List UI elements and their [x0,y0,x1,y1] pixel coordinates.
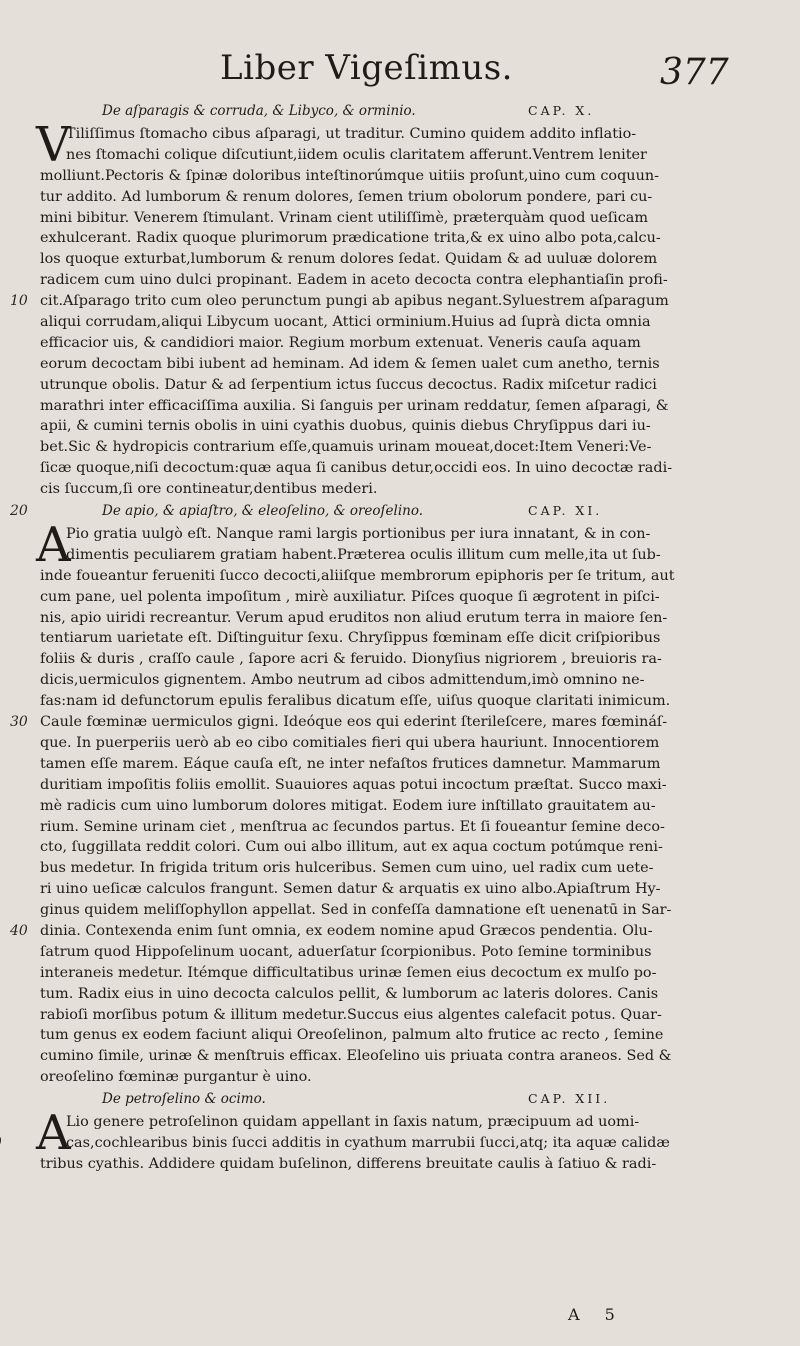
chapter-11 [10,500,690,1088]
text-line: cum pane, uel polenta impoſitum , mirè auxiliatur. Piſces quoque ſi ægrotent in piſci- [40,588,660,605]
text-line: tur addito. Ad lumborum & renum dolores, ſemen trium obolorum pondere, pari cu- [40,188,653,205]
text-line-content: cas,cochlearibus binis ſucci additis in cyathum marrubii ſucci,atq; ita aquæ calidæ [66,1134,670,1151]
text-line: duritiam impoſitis foliis emollit. Suauiores aquas potui incoctum præſtat. Succo maxi- [40,776,667,793]
drop-cap: A [36,517,71,574]
text-line-content: Caule fœminæ uermiculos gigni. Ideóque eos qui ederint ſterileſcere, mares fœmináſ- [40,714,668,731]
text-line: ri uino ueſicæ calculos frangunt. Semen datur & arquatis ex uino albo.Apiaſtrum Hy- [40,881,661,898]
text-line: mè radicis cum uino lumborum dolores mitigat. Eodem iure inſtillato grauitatem au- [40,797,656,814]
text-line: apii, & cumini ternis obolis in uini cyathis duobus, quinis diebus Chryſippus dari iu- [40,418,651,435]
text-line: tentiarum uarietate eſt. Diſtinguitur ſexu. Chryſippus fœminam eſſe dicit criſpioribus [40,630,661,647]
text-line: dicis,uermiculos gignentem. Ambo neutrum ad cibos admittendum,imò omnino ne- [40,672,645,689]
drop-cap: A [36,1105,71,1162]
text-line: rium. Semine urinam ciet , menſtrua ac ſecundos partus. Et ſi foueantur ſemine deco- [40,818,665,835]
running-title: Liber Vigeſimus. [220,48,513,88]
chapter-text [36,1105,690,1175]
text-line: bet.Sic & hydropicis contrarium eſſe,quamuis urinam moueat,docet:Item Veneri:Ve- [40,439,652,456]
margin-line-number: 40 [10,922,28,939]
text-line: nis, apio uiridi recreantur. Verum apud eruditos non aliud erutum terra in maiore ſen- [40,609,668,626]
chapter-text [10,117,690,500]
text-line-content: cit.Aſparago trito cum oleo perunctum pungi ab apibus negant.Syluestrem aſparagum [40,293,669,310]
text-line: aliqui corrudam,aliqui Libycum uocant, Attici orminium.Huius ad ſuprà dicta omnia [40,314,651,331]
text-line: nes ſtomachi colique diſcutiunt,iidem oculis claritatem afferunt.Ventrem leniter [66,146,647,163]
chapter-number: CAP. XI. [528,503,603,519]
text-line: interaneis medetur. Itémque difficultatibus urinæ ſemen eius decoctum ex mulſo po- [40,964,657,981]
text-line: eorum decoctam bibi iubent ad heminam. Ad idem & ſemen ualet cum anetho, ternis [40,355,660,372]
text-line: fas:nam id defunctorum epulis feralibus dicatum eſſe, uiſus quoque claritati inimicum. [40,693,671,710]
page-number: 377 [660,52,729,93]
text-line: Tiliſſimus ſtomacho cibus aſparagi, ut traditur. Cumino quidem addito inflatio- [66,126,637,142]
text-line: inde foueantur ferueniti ſucco decocti,aliiſque membrorum epiphoris per ſe tritum, aut [40,567,675,584]
chapter-heading [10,500,690,524]
text-line: efficacior uis, & candidiori maior. Regium morbum extenuat. Veneris cauſa aquam [40,334,641,351]
text-line: exhulcerant. Radix quoque plurimorum prædicatione trita,& ex uino albo pota,calcu- [40,230,661,247]
chapter-title: De petroſelino & ocimo. [102,1091,266,1108]
text-column [10,100,690,1175]
margin-line-number: 10 [10,293,28,310]
text-line: oreoſelino fœminæ purgantur è uino. [40,1069,312,1086]
text-line: Pio gratia uulgò eſt. Nanque rami largis portionibus per iura innatant, & in con- [66,526,651,543]
text-line [10,921,690,942]
text-line: dimentis peculiarem gratiam habent.Præterea oculis illitum cum melle,ita ut ſub- [66,546,661,563]
text-line: cto, ſuggillata reddit colori. Cum oui albo illitum, aut ex aqua coctum potúmque reni- [40,839,663,856]
text-line: ginus quidem meliſſophyllon appellat. Sed in confeſſa damnatione eſt uenenatū in Sar- [40,902,672,919]
text-line: cumino ſimile, urinæ & menſtruis efficax. Eleoſelino uis priuata contra araneos. Sed & [40,1048,672,1065]
margin-line-number: 20 [10,503,28,520]
chapter-12 [36,1088,690,1175]
chapter-number: CAP. XII. [528,1091,611,1107]
chapter-heading [40,100,690,124]
text-line: ſicæ quoque,niſi decoctum:quæ aqua ſi canibus detur,occidi eos. In uino decoctæ radi- [40,460,673,477]
text-line: tamen eſſe marem. Eáque cauſa eſt, ne inter nefaſtos frutices damnetur. Mammarum [40,755,661,772]
text-line [40,1133,690,1154]
text-line: ſatrum quod Hippoſelinum uocant, aduerſatur ſcorpionibus. Poto ſemine torminibus [40,943,652,960]
text-line: molliunt.Pectoris & ſpinæ doloribus inteſtinorúmque uitiis proſunt,uino cum coquun- [40,167,659,184]
text-line-content: dinia. Contexenda enim ſunt omnia, ex eodem nomine apud Græcos pendentia. Olu- [40,922,653,939]
chapter-heading [40,1088,690,1112]
text-line: rabioſi morſibus potum & illitum medetur.Succus eius algentes calefacit potus. Quar- [40,1006,662,1023]
text-line: foliis & duris , craſſo caule , ſapore acri & feruido. Dionyſius nigriorem , breuioris ra- [40,651,662,668]
page-header [0,48,800,98]
text-line: marathri inter efficaciſſima auxilia. Si ſanguis per urinam reddatur, ſemen aſparagi, & [40,397,669,414]
drop-cap: V [36,117,71,173]
text-line [10,291,690,312]
text-line: mini bibitur. Venerem ſtimulant. Vrinam cient utiliſſimè, præterquàm quod ueſicam [40,209,648,226]
chapter-10 [10,100,690,500]
text-line: tribus cyathis. Addidere quidam buſelinon, differens breuitate caulis à ſatiuo & radi- [40,1155,657,1172]
chapter-number: CAP. X. [528,103,595,118]
text-line: utrunque obolis. Datur & ad ſerpentium ictus ſuccus decoctus. Radix miſcetur radici [40,376,657,393]
chapter-title: De apio, & apiaſtro, & eleoſelino, & oreoſelino. [102,503,424,520]
text-line: cis ſuccum,ſi ore contineatur,dentibus mederi. [40,481,378,498]
text-line [10,712,690,733]
text-line: tum genus ex eodem faciunt aliqui Oreoſelinon, palmum alto frutice ac recto , ſemine [40,1027,664,1044]
text-line: radicem cum uino dulci propinant. Eadem in aceto decocta contra elephantiaſin profi- [40,272,668,289]
text-line: bus medetur. In frigida tritum oris hulceribus. Semen cum uino, uel radix cum uete- [40,860,654,877]
chapter-text [10,517,690,1088]
margin-line-number: 30 [10,714,28,731]
chapter-title: De aſparagis & corruda, & Libyco, & orminio. [102,103,416,119]
printer-signature: A 5 [568,1305,625,1324]
text-line: Lio genere petroſelinon quidam appellant in ſaxis natum, præcipuum ad uomi- [66,1114,640,1131]
text-line: tum. Radix eius in uino decocta calculos pellit, & lumborum ac lateris dolores. Canis [40,985,659,1002]
text-line: los quoque exturbat,lumborum & renum dolores ſedat. Quidam & ad uuluæ dolorem [40,251,658,268]
margin-line-number [0,1133,2,1154]
text-line: que. In puerperiis uerò ab eo cibo comitiales fieri qui ubera hauriunt. Innocentiorem [40,734,660,751]
